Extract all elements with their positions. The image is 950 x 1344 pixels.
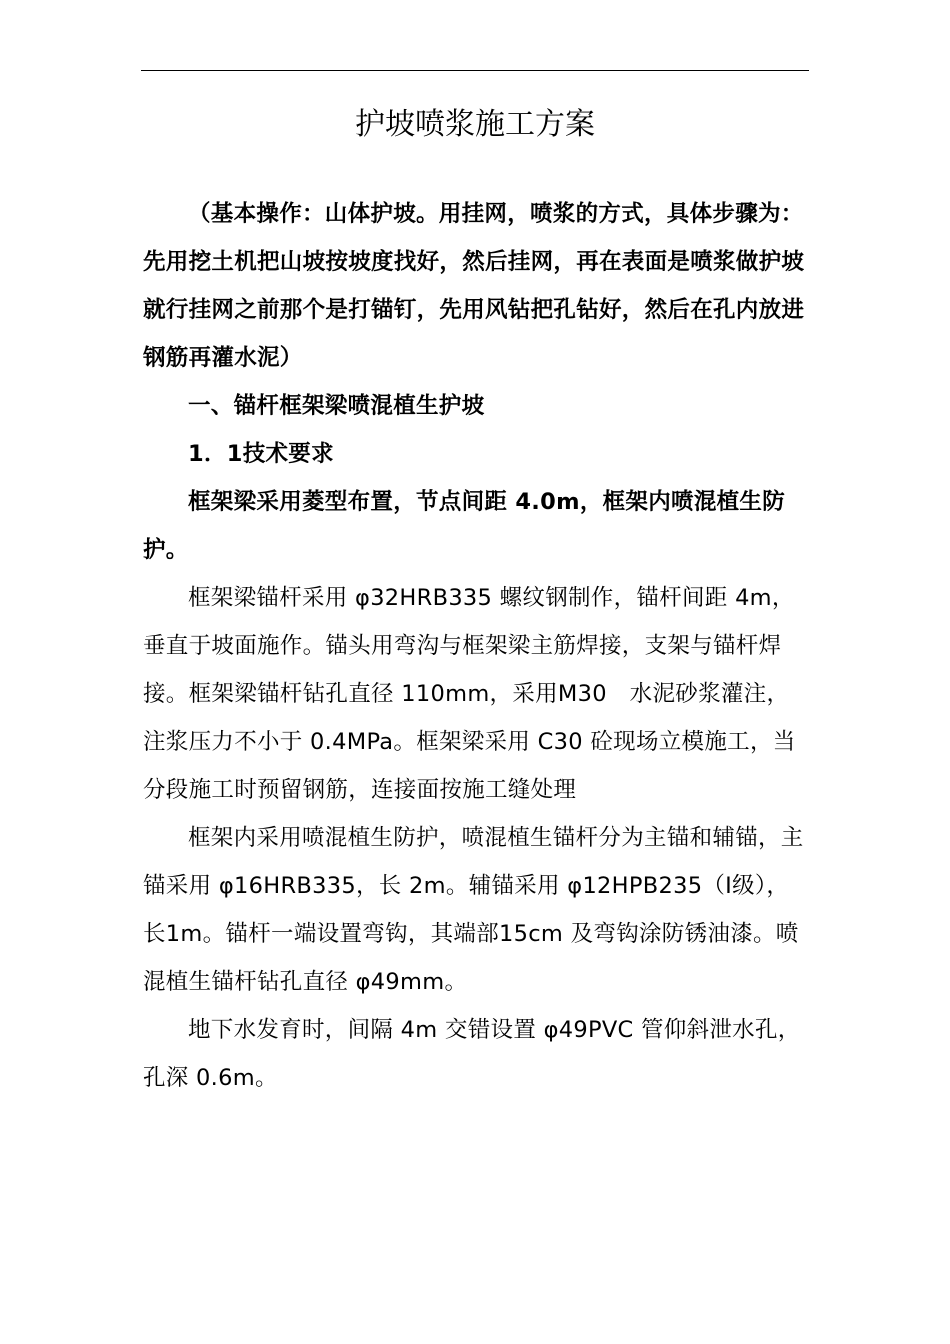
subsection-heading: 1．1技术要求 (188, 441, 334, 467)
header-rule (141, 70, 809, 71)
section-heading: 一、锚杆框架梁喷混植生护坡 (188, 393, 485, 419)
intro-paragraph: （基本操作：山体护坡。用挂网，喷浆的方式，具体步骤为：先用挖土机把山坡按坡度找好，然后挂网，再在表面是喷浆做护坡就行挂网之前那个是打锚钉，先用风钻把孔钻好，然后在孔内放进钢筋再灌水泥） (143, 201, 805, 371)
document-title: 护坡喷浆施工方案 (355, 107, 595, 143)
anchor-paragraph: 框架梁锚杆采用 φ32HRB335 螺纹钢制作，锚杆间距 4m，垂直于坡面施作。锚头用弯沟与框架梁主筋焊接，支架与锚杆焊接。框架梁锚杆钻孔直径 110mm，采用M30 水泥砂浆灌注，注浆压力不小于 0.4MPa。框架梁采用 C30 砼现场立模施工，当分段施工时预留钢筋，连接面按施工缝处理 (143, 585, 796, 803)
drainage-paragraph: 地下水发育时，间隔 4m 交错设置 φ49PVC 管仰斜泄水孔，孔深 0.6m。 (143, 1017, 801, 1091)
spray-paragraph: 框架内采用喷混植生防护，喷混植生锚杆分为主锚和辅锚，主锚采用 φ16HRB335，长 2m。辅锚采用 φ12HPB235（I级），长1m。锚杆一端设置弯钩，其端部15cm 及弯钩涂防锈油漆。喷混植生锚杆钻孔直径 φ49mm。 (143, 825, 804, 995)
requirement-paragraph: 框架梁采用菱型布置，节点间距 4.0m，框架内喷混植生防护。 (143, 489, 786, 563)
document-body (143, 190, 809, 1102)
